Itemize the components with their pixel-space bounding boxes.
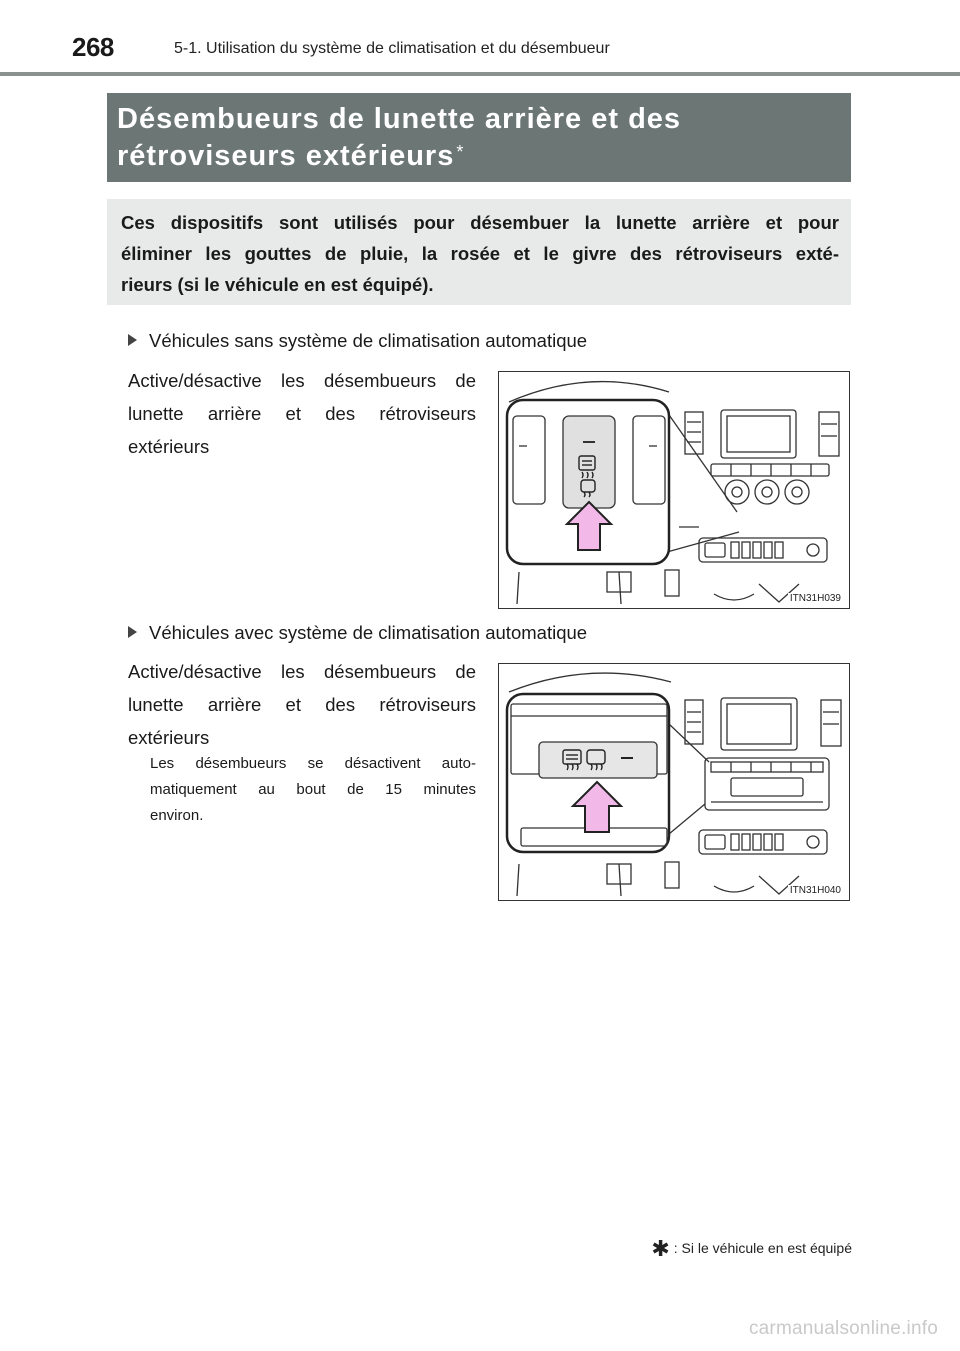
block2-text-line: lunette arrière et des rétroviseurs [128, 694, 476, 715]
figure-auto-ac-panel [498, 663, 850, 901]
intro-line: éliminer les gouttes de pluie, la rosée et le givre des rétroviseurs exté- [121, 243, 839, 264]
block2-note-line: environ. [150, 807, 204, 824]
intro-line: Ces dispositifs sont utilisés pour désembuer la lunette arrière et pour [121, 212, 839, 233]
block2-text-line: Active/désactive les désembueurs de [128, 661, 476, 682]
block1-text-line: Active/désactive les désembueurs de [128, 370, 476, 391]
optional-equipment-mark: * [456, 142, 465, 162]
section-title-line2 [117, 138, 851, 175]
intro-box [107, 199, 851, 305]
figure-code: ITN31H039 [789, 593, 841, 604]
block2-heading [128, 622, 587, 644]
block2-text [128, 655, 476, 754]
figure-code: ITN31H040 [789, 885, 841, 896]
intro-line: rieurs (si le véhicule en est équipé). [121, 274, 434, 295]
dashboard-illustration-1 [499, 372, 850, 609]
triangle-bullet-icon [128, 626, 137, 638]
header-rule [0, 72, 960, 76]
block1-text-line: extérieurs [128, 436, 210, 457]
section-title-line1: Désembueurs de lunette arrière et des [117, 103, 682, 135]
asterisk-icon: ✱ [651, 1236, 670, 1261]
page-number: 268 [72, 32, 114, 62]
block1-text-line: lunette arrière et des rétroviseurs [128, 403, 476, 424]
block2-note [150, 751, 476, 829]
section-title-band [107, 93, 851, 182]
block1-heading [128, 330, 587, 352]
figure-manual-ac-panel [498, 371, 850, 609]
block1-text [128, 364, 476, 463]
block2-note-line: matiquement au bout de 15 minutes [150, 781, 476, 798]
footnote [651, 1236, 852, 1262]
block2-text-line: extérieurs [128, 727, 210, 748]
block2-heading-text: Véhicules avec système de climatisation automatique [149, 622, 588, 643]
section-title-line2-text: rétroviseurs extérieurs [117, 140, 455, 172]
triangle-bullet-icon [128, 334, 137, 346]
footnote-text: : Si le véhicule en est équipé [673, 1240, 852, 1256]
page-header [0, 0, 960, 80]
block1-heading-text: Véhicules sans système de climatisation automatique [149, 330, 588, 351]
block2-note-line: Les désembueurs se désactivent auto- [150, 755, 476, 772]
dashboard-illustration-2 [499, 664, 850, 901]
breadcrumb: 5-1. Utilisation du système de climatisation et du désembueur [174, 40, 610, 57]
watermark: carmanualsonline.info [748, 1318, 938, 1339]
